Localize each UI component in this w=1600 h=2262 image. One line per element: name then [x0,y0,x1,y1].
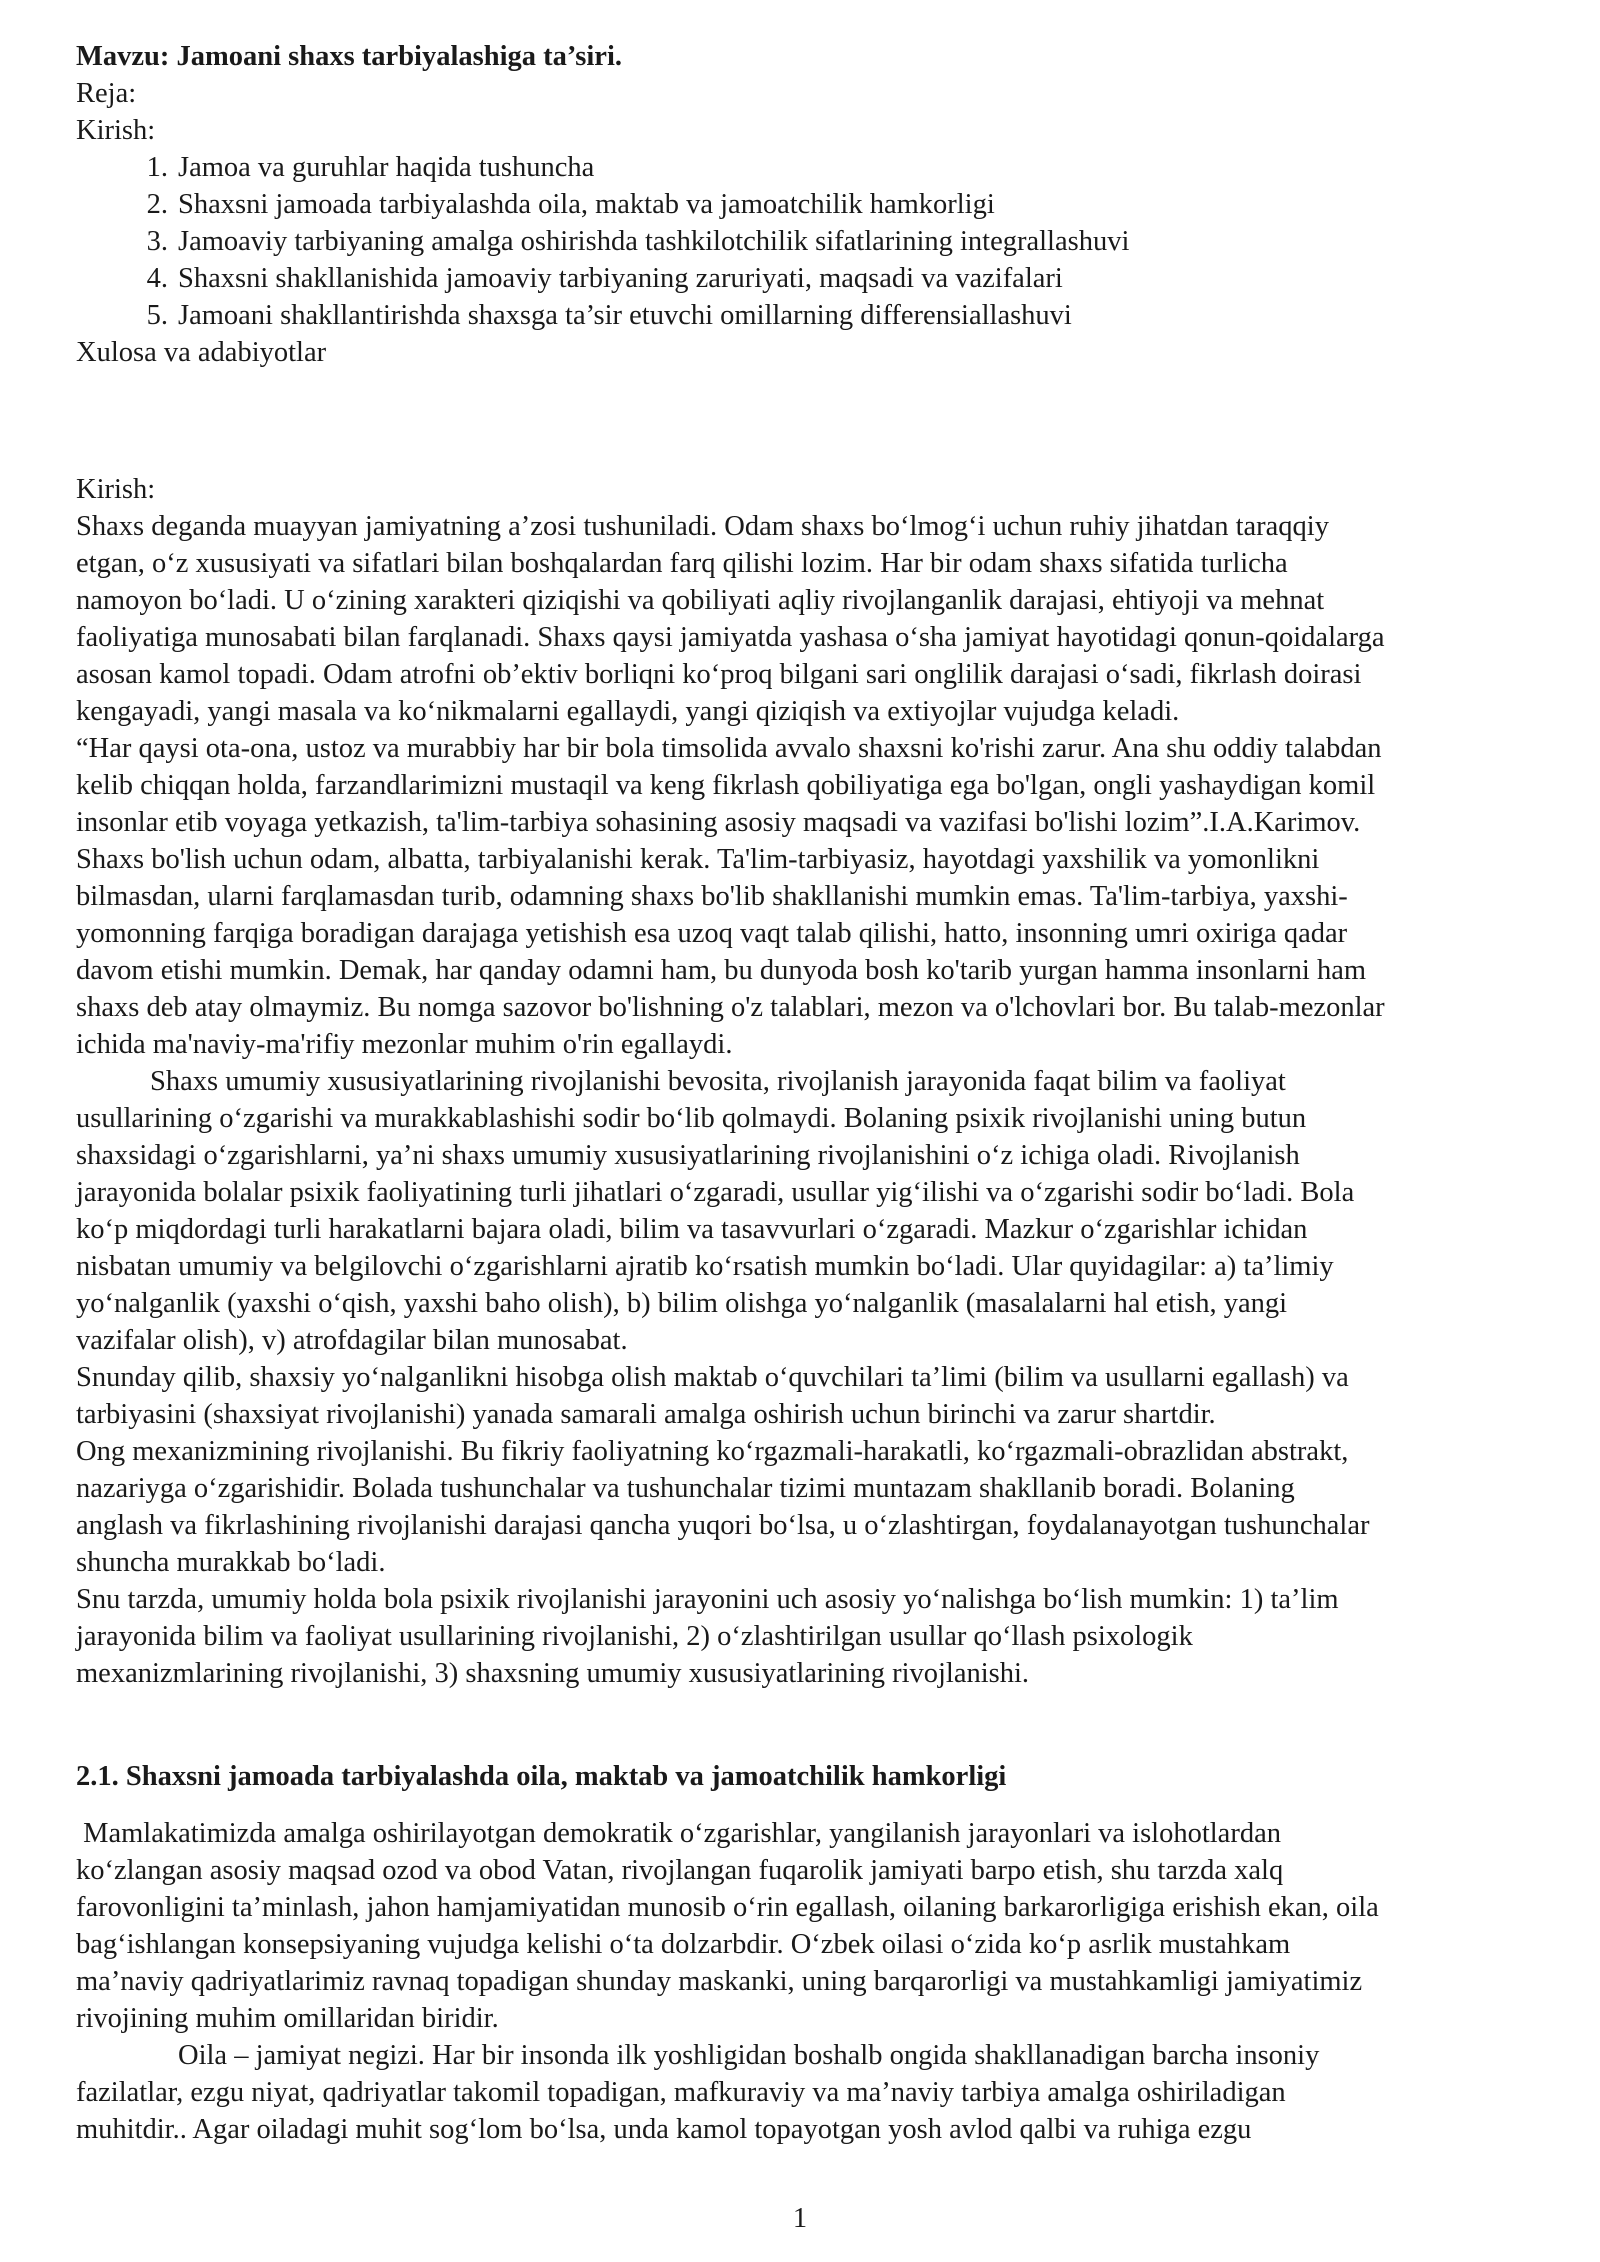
quote-line: “Har qaysi ota-ona, ustoz va murabbiy har bir bola timsolida avvalo shaxsni ko'rishi zarur. Ana shu oddiy talabdan [76,733,1382,764]
plan-item [128,186,1570,223]
text-line: faoliyatiga munosabati bilan farqlanadi. Shaxs qaysi jamiyatda yashasa o‘sha jamiyat hayotidagi qonun-qoidalarga [76,622,1385,653]
section-paragraph [76,1815,1570,2037]
text-line: namoyon bo‘ladi. U o‘zining xarakteri qiziqishi va qobiliyati aqliy rivojlanganlik darajasi, ehtiyoji va mehnat [76,585,1325,616]
text-line: asosan kamol topadi. Odam atrofni ob’ektiv borliqni ko‘proq bilgani sari onglilik darajasi o‘sadi, fikrlash doirasi [76,659,1362,690]
plan-item-text: Jamoa va guruhlar haqida tushuncha [178,152,595,183]
text-line: davom etishi mumkin. Demak, har qanday odamni ham, bu dunyoda bosh ko'tarib yurgan hamma insonlarni ham [76,955,1367,986]
development-paragraph [76,1063,1570,1692]
text-line: ko‘zlangan asosiy maqsad ozod va obod Vatan, rivojlangan fuqarolik jamiyati barpo etish, shu tarzda xalq [76,1855,1284,1886]
text-line: ma’naviy qadriyatlarimiz ravnaq topadigan shunday maskanki, uning barqarorligi va mustahkamligi jamiyatimiz [76,1966,1363,1997]
text-line: Oila – jamiyat negizi. Har bir insonda ilk yoshligidan boshalb ongida shakllanadigan barcha insoniy [178,2040,1320,2071]
plan-item-number: 1. [146,152,168,183]
plan-item-text: Shaxsni shakllanishida jamoaviy tarbiyaning zaruriyati, maqsadi va vazifalari [178,263,1063,294]
document-title: Mavzu: Jamoani shaxs tarbiyalashiga ta’siri. [76,41,622,72]
plan-item-number: 3. [146,226,168,257]
text-line: mexanizmlarining rivojlanishi, 3) shaxsning umumiy xususiyatlarining rivojlanishi. [76,1658,1030,1689]
text-line: Shaxs deganda muayyan jamiyatning a’zosi tushuniladi. Odam shaxs bo‘lmog‘i uchun ruhiy jihatdan taraqqiy [76,511,1329,542]
text-line: farovonligini ta’minlash, jahon hamjamiyatidan munosib o‘rin egallash, oilaning barkarorligiga erishish ekan, oila [76,1892,1379,1923]
intro-paragraph [76,508,1570,1063]
plan-item-number: 5. [146,300,168,331]
text-line: kengayadi, yangi masala va ko‘nikmalarni egallaydi, yangi qiziqish va extiyojlar vujudga keladi. [76,696,1180,727]
text-line: bag‘ishlangan konsepsiyaning vujudga kelishi o‘ta dolzarbdir. O‘zbek oilasi o‘zida ko‘p asrlik mustahkam [76,1929,1291,1960]
text-line: ko‘p miqdordagi turli harakatlarni bajara oladi, bilim va tasavvurlari o‘zgaradi. Mazkur o‘zgarishlar ichidan [76,1214,1308,1245]
text-line: Snu tarzda, umumiy holda bola psixik rivojlanishi jarayonini uch asosiy yo‘nalishga bo‘lish mumkin: 1) ta’lim [76,1584,1339,1615]
text-line: muhitdir.. Agar oiladagi muhit sog‘lom bo‘lsa, unda kamol topayotgan yosh avlod qalbi va ruhiga ezgu [76,2114,1252,2145]
text-line: shaxsidagi o‘zgarishlarni, ya’ni shaxs umumiy xususiyatlarining rivojlanishini o‘z ichiga oladi. Rivojlanish [76,1140,1300,1171]
text-line: etgan, o‘z xususiyati va sifatlari bilan boshqalardan farq qilishi lozim. Har bir odam shaxs sifatida turlicha [76,548,1288,579]
text-line: nazariyga o‘zgarishidir. Bolada tushunchalar va tushunchalar tizimi muntazam shakllanib boradi. Bolaning [76,1473,1295,1504]
conclusion-label: Xulosa va adabiyotlar [76,337,327,368]
text-line: bilmasdan, ularni farqlamasdan turib, odamning shaxs bo'lib shakllanishi mumkin emas. Ta'lim-tarbiya, yaxshi- [76,881,1348,912]
text-line: rivojining muhim omillaridan biridir. [76,2003,499,2034]
plan-list [76,149,1570,334]
text-line: Shaxs bo'lish uchun odam, albatta, tarbiyalanishi kerak. Ta'lim-tarbiyasiz, hayotdagi yaxshilik va yomonlikni [76,844,1320,875]
plan-item-number: 4. [146,263,168,294]
text-line: usullarining o‘zgarishi va murakkablashishi sodir bo‘lib qolmaydi. Bolaning psixik rivojlanishi uning butun [76,1103,1307,1134]
plan-item [128,260,1570,297]
text-line: ichida ma'naviy-ma'rifiy mezonlar muhim o'rin egallaydi. [76,1029,733,1060]
quote-line: insonlar etib voyaga yetkazish, ta'lim-tarbiya sohasining asosiy maqsadi va vazifasi bo'lishi lozim”.I.A.Karimov. [76,807,1361,838]
text-line: Snunday qilib, shaxsiy yo‘nalganlikni hisobga olish maktab o‘quvchilari ta’limi (bilim va usullarni egallash) va [76,1362,1349,1393]
text-line: yomonning farqiga boradigan darajaga yetishish esa uzoq vaqt talab qilishi, hatto, insonning umri oxiriga qadar [76,918,1348,949]
text-line: jarayonida bolalar psixik faoliyatining turli jihatlari o‘zgaradi, usullar yig‘ilishi va o‘zgarishi sodir bo‘ladi. Bola [76,1177,1355,1208]
intro-label: Kirish: [76,115,156,146]
text-line: Ong mexanizmining rivojlanishi. Bu fikriy faoliyatning ko‘rgazmali-harakatli, ko‘rgazmali-obrazlidan abstrakt, [76,1436,1349,1467]
text-line: yo‘nalganlik (yaxshi o‘qish, yaxshi baho olish), b) bilim olishga yo‘nalganlik (masalalarni hal etish, yangi [76,1288,1288,1319]
text-line: vazifalar olish), v) atrofdagilar bilan munosabat. [76,1325,628,1356]
plan-item-text: Shaxsni jamoada tarbiyalashda oila, maktab va jamoatchilik hamkorligi [178,189,995,220]
section-heading: 2.1. Shaxsni jamoada tarbiyalashda oila, maktab va jamoatchilik hamkorligi [76,1761,1007,1792]
plan-item-text: Jamoaviy tarbiyaning amalga oshirishda tashkilotchilik sifatlarining integrallashuvi [178,226,1130,257]
plan-label: Reja: [76,78,137,109]
text-line: anglash va fikrlashining rivojlanishi darajasi qancha yuqori bo‘lsa, u o‘zlashtirgan, foydalanayotgan tushunchalar [76,1510,1370,1541]
family-paragraph [76,2037,1570,2148]
text-line: shuncha murakkab bo‘ladi. [76,1547,386,1578]
intro-heading: Kirish: [76,474,156,505]
document-page [76,38,1570,2148]
plan-item [128,223,1570,260]
text-line: fazilatlar, ezgu niyat, qadriyatlar takomil topadigan, mafkuraviy va ma’naviy tarbiya amalga oshiriladigan [76,2077,1286,2108]
page-number: 1 [792,2203,808,2234]
text-line: jarayonida bilim va faoliyat usullarining rivojlanishi, 2) o‘zlashtirilgan usullar qo‘llash psixologik [76,1621,1193,1652]
plan-item [128,149,1570,186]
text-line: nisbatan umumiy va belgilovchi o‘zgarishlarni ajratib ko‘rsatish mumkin bo‘ladi. Ular quyidagilar: a) ta’limiy [76,1251,1334,1282]
text-line: Mamlakatimizda amalga oshirilayotgan demokratik o‘zgarishlar, yangilanish jarayonlari va islohotlardan [76,1818,1281,1849]
plan-item [128,297,1570,334]
text-line: Shaxs umumiy xususiyatlarining rivojlanishi bevosita, rivojlanish jarayonida faqat bilim va faoliyat [150,1066,1286,1097]
plan-item-text: Jamoani shakllantirishda shaxsga ta’sir etuvchi omillarning differensiallashuvi [178,300,1072,331]
text-line: tarbiyasini (shaxsiyat rivojlanishi) yanada samarali amalga oshirish uchun birinchi va zarur shartdir. [76,1399,1216,1430]
text-line: shaxs deb atay olmaymiz. Bu nomga sazovor bo'lishning o'z talablari, mezon va o'lchovlari bor. Bu talab-mezonlar [76,992,1385,1023]
plan-item-number: 2. [146,189,168,220]
quote-line: kelib chiqqan holda, farzandlarimizni mustaqil va keng fikrlash qobiliyatiga ega bo'lgan, ongli yashaydigan komil [76,770,1376,801]
